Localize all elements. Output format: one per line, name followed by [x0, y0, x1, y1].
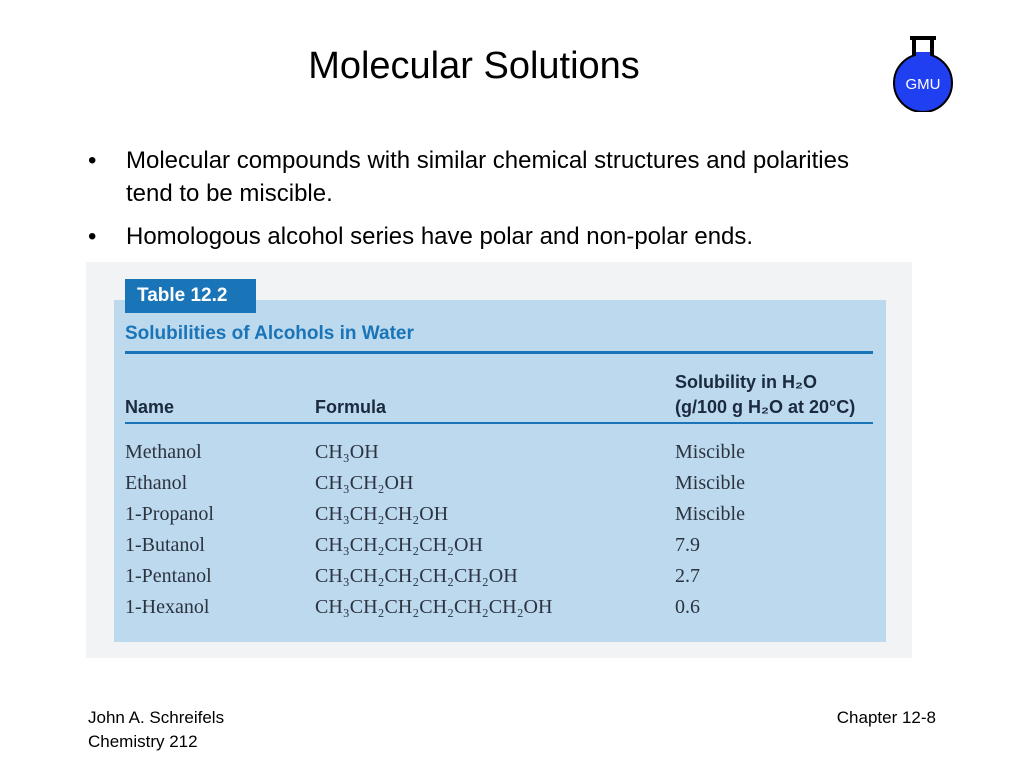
- bullet-text: Homologous alcohol series have polar and non-polar ends.: [126, 223, 754, 250]
- cell-formula: CH₃CH₂CH₂CH₂CH₂CH₂OH: [315, 596, 553, 618]
- table-number-tag: Table 12.2: [125, 279, 256, 313]
- cell-solubility: 2.7: [675, 565, 700, 587]
- bullet-item: [88, 144, 898, 210]
- cell-name: 1-Butanol: [125, 534, 205, 556]
- cell-formula: CH₃OH: [315, 441, 379, 463]
- logo-text: GMU: [905, 76, 941, 93]
- cell-name: 1-Hexanol: [125, 596, 210, 618]
- caption-rule: [125, 351, 873, 354]
- bullet-marker: •: [88, 147, 97, 174]
- header-solubility-line1: Solubility in H₂O: [675, 372, 817, 392]
- header-rule: [125, 422, 873, 424]
- bullet-marker: •: [88, 223, 97, 250]
- cell-solubility: Miscible: [675, 472, 745, 494]
- bullet-list: [88, 144, 898, 263]
- bullet-text: Molecular compounds with similar chemical structures and polarities tend to be miscible.: [126, 147, 849, 207]
- cell-formula: CH₃CH₂OH: [315, 472, 414, 494]
- footer-author-block: [88, 706, 224, 754]
- cell-solubility: Miscible: [675, 503, 745, 525]
- cell-formula: CH₃CH₂CH₂OH: [315, 503, 449, 525]
- footer-page: Chapter 12-8: [836, 708, 936, 727]
- footer-course: Chemistry 212: [88, 732, 198, 751]
- header-formula: Formula: [315, 397, 387, 417]
- cell-formula: CH₃CH₂CH₂CH₂CH₂OH: [315, 565, 518, 587]
- cell-formula: CH₃CH₂CH₂CH₂OH: [315, 534, 483, 556]
- cell-solubility: 7.9: [675, 534, 700, 556]
- cell-solubility: Miscible: [675, 441, 745, 463]
- header-solubility-line2: (g/100 g H₂O at 20°C): [675, 397, 856, 417]
- cell-solubility: 0.6: [675, 596, 700, 618]
- flask-logo-icon: [890, 30, 956, 112]
- footer-author: John A. Schreifels: [88, 708, 225, 727]
- cell-name: Ethanol: [125, 472, 188, 494]
- table-caption: Solubilities of Alcohols in Water: [125, 323, 414, 344]
- header-name: Name: [125, 397, 175, 417]
- cell-name: 1-Pentanol: [125, 565, 212, 587]
- cell-name: 1-Propanol: [125, 503, 214, 525]
- bullet-item: [88, 220, 898, 253]
- cell-name: Methanol: [125, 441, 202, 463]
- slide-title: Molecular Solutions: [308, 45, 640, 87]
